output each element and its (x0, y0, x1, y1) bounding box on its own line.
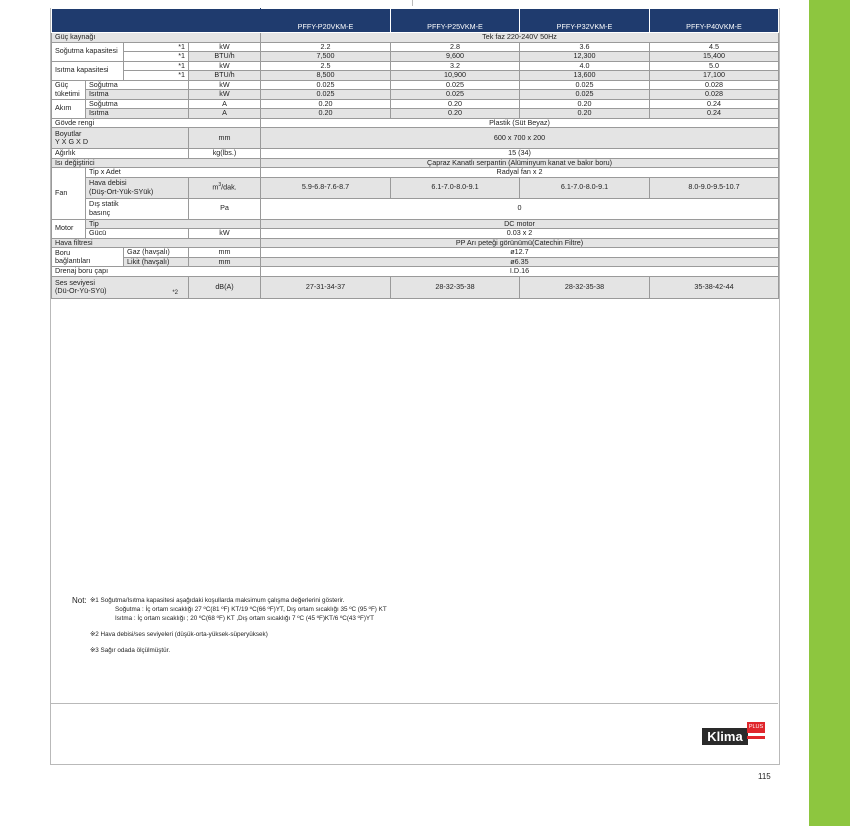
row-value: Tek faz 220-240V 50Hz (261, 33, 779, 43)
value-cell: 0.028 (650, 80, 779, 90)
row-motor-power (52, 229, 779, 239)
value-cell: 0.24 (650, 99, 779, 109)
sub-label (86, 177, 189, 198)
row-value: Çapraz Kanatlı serpantin (Alüminyum kanat ve bakır boru) (261, 158, 779, 168)
value-cell: 7,500 (261, 52, 391, 62)
row-label: Motor (52, 219, 86, 238)
label-line: Hava debisi (89, 178, 127, 188)
unit-cell: kW (189, 229, 261, 239)
value-cell: 5.0 (650, 61, 779, 71)
unit-cell: mm (189, 257, 261, 267)
footnotes (72, 596, 762, 655)
sub-label: Tip x Adet (86, 168, 261, 178)
value-cell: 0.24 (650, 109, 779, 119)
row-power-consumption-heat (52, 90, 779, 100)
value-cell: 0.025 (520, 80, 650, 90)
value-cell: 5.9-6.8-7.6-8.7 (261, 177, 391, 198)
row-heating-capacity-btu (52, 71, 779, 81)
value-cell: 13,600 (520, 71, 650, 81)
row-weight (52, 149, 779, 159)
row-label: Ağırlık (52, 149, 189, 159)
unit-base: m (212, 182, 219, 192)
logo-badge: PLUS (747, 722, 765, 733)
row-value: Radyal fan x 2 (261, 168, 779, 178)
row-cooling-capacity-btu (52, 52, 779, 62)
sub-label: Gaz (havşalı) (124, 248, 189, 258)
spec-table (51, 8, 779, 299)
value-cell: 2.5 (261, 61, 391, 71)
row-heat-exchanger (52, 158, 779, 168)
value-cell: 0.025 (520, 90, 650, 100)
logo-wordmark: Klima (702, 728, 748, 745)
label-line: tüketimi (55, 88, 80, 98)
row-value: 0 (261, 198, 779, 219)
logo-accent (747, 736, 765, 739)
note-1: ※1 Soğutma/Isıtma kapasitesi aşağıdaki koşullarda maksimum çalışma değerlerini gösterir. (90, 597, 345, 604)
row-current-heat (52, 109, 779, 119)
row-current-cool (52, 99, 779, 109)
value-cell: 0.025 (391, 90, 520, 100)
row-label: Isı değiştirici (52, 158, 261, 168)
page-number: 115 (758, 772, 771, 781)
row-pipe-gas (52, 248, 779, 258)
note-3: ※3 Sağır odada ölçülmüştür. (90, 647, 171, 654)
row-value: ø12.7 (261, 248, 779, 258)
value-cell: 0.025 (261, 90, 391, 100)
note-marker: *1 (124, 42, 189, 52)
value-cell: 17,100 (650, 71, 779, 81)
sub-label: Tip (86, 219, 261, 229)
value-cell: 0.20 (520, 99, 650, 109)
row-label: Soğutma kapasitesi (52, 42, 124, 61)
value-cell: 0.20 (261, 109, 391, 119)
header-blank (52, 9, 261, 33)
value-cell: 8.0-9.0-9.5-10.7 (650, 177, 779, 198)
row-noise (52, 276, 779, 298)
sub-label: Soğutma (86, 80, 189, 90)
value-cell: 0.20 (391, 109, 520, 119)
unit-cell: BTU/h (189, 71, 261, 81)
row-casing (52, 118, 779, 128)
value-cell: 0.025 (391, 80, 520, 90)
label-line: Ses seviyesi (55, 277, 95, 287)
row-label: Isıtma kapasitesi (52, 61, 124, 80)
side-accent-bar (809, 0, 850, 826)
note-marker: *1 (124, 61, 189, 71)
row-value: DC motor (261, 219, 779, 229)
row-pipe-liquid (52, 257, 779, 267)
row-fan-esp (52, 198, 779, 219)
row-fan-type (52, 168, 779, 178)
note-marker: *2 (172, 289, 178, 296)
note-1-heating: Isıtma : İç ortam sıcaklığı ; 20 ºC(68 ºF) KT ,Dış ortam sıcaklığı 7 ºC (45 ºF)KT/6 ºC(43 ºF)YT (115, 615, 374, 622)
value-cell: 0.20 (391, 99, 520, 109)
sub-label (86, 198, 189, 219)
model-header: PFFY-P32VKM-E (520, 9, 650, 33)
model-header: PFFY-P25VKM-E (391, 9, 520, 33)
row-label: Gövde rengi (52, 118, 261, 128)
row-label: Drenaj boru çapı (52, 267, 261, 277)
row-fan-airflow (52, 177, 779, 198)
value-cell: 0.20 (520, 109, 650, 119)
row-power-source (52, 33, 779, 43)
notes-label: Not: (72, 596, 87, 605)
label-line: Boyutlar (55, 128, 82, 138)
row-value: I.D.16 (261, 267, 779, 277)
unit-suffix: /dak. (221, 182, 237, 192)
row-motor-type (52, 219, 779, 229)
unit-cell: A (189, 109, 261, 119)
label-line: Y X G X D (55, 137, 89, 146)
row-label: Güç kaynağı (52, 33, 261, 43)
row-power-consumption-cool (52, 80, 779, 90)
sub-label: Gücü (86, 229, 189, 239)
unit-cell: dB(A) (189, 276, 261, 298)
row-air-filter (52, 238, 779, 248)
value-cell: 3.6 (520, 42, 650, 52)
value-cell: 28-32-35-38 (520, 276, 650, 298)
label-line: bağlantıları (55, 256, 91, 265)
value-cell: 6.1-7.0-8.0-9.1 (391, 177, 520, 198)
row-label (52, 80, 86, 99)
row-value: 15 (34) (261, 149, 779, 159)
row-cooling-capacity-kw (52, 42, 779, 52)
unit-cell: BTU/h (189, 52, 261, 62)
label-line: (Düş-Ort-Yük-SYük) (89, 186, 154, 196)
row-value: ø6.35 (261, 257, 779, 267)
value-cell: 2.8 (391, 42, 520, 52)
klima-plus-logo (702, 722, 765, 749)
note-2: ※2 Hava debisi/ses seviyeleri (düşük-orta-yüksek-süperyüksek) (90, 631, 268, 638)
row-label: Akım (52, 99, 86, 118)
row-value: Plastik (Süt Beyaz) (261, 118, 779, 128)
sub-label: Soğutma (86, 99, 189, 109)
value-cell: 3.2 (391, 61, 520, 71)
value-cell: 6.1-7.0-8.0-9.1 (520, 177, 650, 198)
row-dimensions (52, 128, 779, 149)
note-marker: *1 (124, 71, 189, 81)
value-cell: 28-32-35-38 (391, 276, 520, 298)
unit-cell: kW (189, 61, 261, 71)
value-cell: 0.20 (261, 99, 391, 109)
sub-label: Isıtma (86, 109, 189, 119)
row-value: PP Arı peteği görünümü(Catechin Filtre) (261, 238, 779, 248)
row-heating-capacity-kw (52, 61, 779, 71)
unit-cell: kg(lbs.) (189, 149, 261, 159)
label-line: basınç (89, 207, 111, 217)
unit-sup: 3 (218, 182, 222, 189)
label-line: Güç (55, 80, 69, 90)
label-line: (Dü-Or-Yü-SYü) (55, 286, 107, 295)
row-drain (52, 267, 779, 277)
value-cell: 0.025 (261, 80, 391, 90)
label-line: Boru (55, 247, 71, 257)
note-marker: *1 (124, 52, 189, 62)
model-header: PFFY-P20VKM-E (261, 9, 391, 33)
unit-cell (189, 177, 261, 198)
row-label: Fan (52, 168, 86, 220)
unit-cell: A (189, 99, 261, 109)
value-cell: 12,300 (520, 52, 650, 62)
unit-cell: mm (189, 128, 261, 149)
row-value: 600 x 700 x 200 (261, 128, 779, 149)
model-header-row (52, 9, 779, 33)
top-divider (412, 0, 413, 6)
unit-cell: kW (189, 80, 261, 90)
label-line: Dış statik (89, 199, 119, 209)
value-cell: 15,400 (650, 52, 779, 62)
value-cell: 27-31-34-37 (261, 276, 391, 298)
footer-divider (51, 703, 778, 704)
note-1-cooling: Soğutma : İç ortam sıcaklığı 27 ºC(81 ºF) KT/19 ºC(66 ºF)YT, Dış ortam sıcaklığı 35 ºC (95 ºF) KT (115, 606, 387, 613)
unit-cell: Pa (189, 198, 261, 219)
value-cell: 9,600 (391, 52, 520, 62)
value-cell: 2.2 (261, 42, 391, 52)
value-cell: 35-38-42-44 (650, 276, 779, 298)
row-label (52, 276, 189, 298)
value-cell: 10,900 (391, 71, 520, 81)
unit-cell: kW (189, 90, 261, 100)
row-label: Hava filtresi (52, 238, 261, 248)
model-header: PFFY-P40VKM-E (650, 9, 779, 33)
sub-label: Likit (havşalı) (124, 257, 189, 267)
sub-label: Isıtma (86, 90, 189, 100)
row-value: 0.03 x 2 (261, 229, 779, 239)
value-cell: 8,500 (261, 71, 391, 81)
value-cell: 0.028 (650, 90, 779, 100)
row-label (52, 128, 189, 149)
row-label (52, 248, 124, 267)
unit-cell: kW (189, 42, 261, 52)
value-cell: 4.0 (520, 61, 650, 71)
unit-cell: mm (189, 248, 261, 258)
value-cell: 4.5 (650, 42, 779, 52)
